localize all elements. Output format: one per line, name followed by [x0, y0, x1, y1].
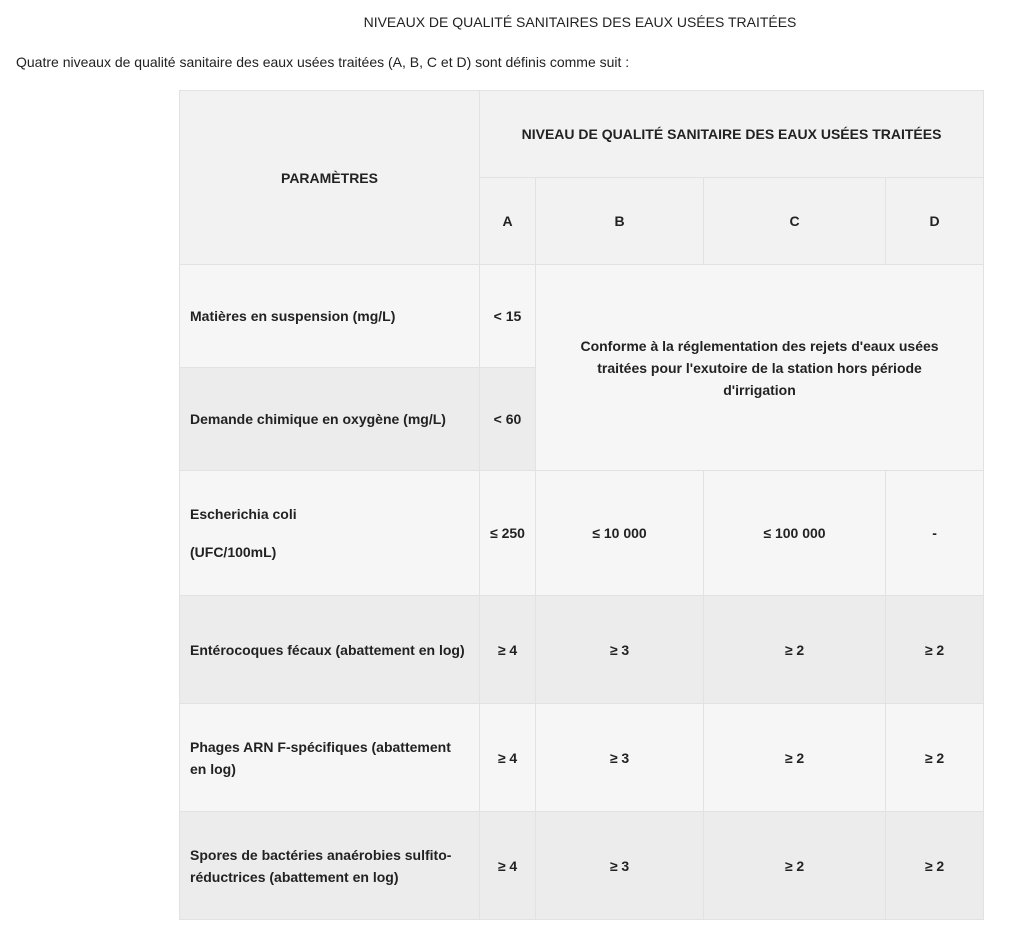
page-title: NIVEAUX DE QUALITÉ SANITAIRES DES EAUX USÉES TRAITÉES: [363, 14, 797, 30]
value-phages-a: ≥ 4: [480, 704, 536, 812]
value-entero-d: ≥ 2: [886, 596, 984, 704]
value-phages-d: ≥ 2: [886, 704, 984, 812]
value-spores-b: ≥ 3: [536, 812, 704, 920]
intro-text: Quatre niveaux de qualité sanitaire des eaux usées traitées (A, B, C et D) sont définis comme suit :: [16, 54, 630, 70]
param-ecoli-unit: (UFC/100mL): [190, 544, 277, 560]
value-ecoli-b: ≤ 10 000: [536, 471, 704, 596]
header-level-b: B: [536, 178, 704, 265]
value-ecoli-d: -: [886, 471, 984, 596]
value-dco-a: < 60: [480, 368, 536, 471]
value-phages-c: ≥ 2: [704, 704, 886, 812]
param-label-spores: Spores de bactéries anaérobies sulfito-réductrices (abattement en log): [180, 812, 480, 920]
table-row-phages: [180, 704, 984, 812]
value-entero-a: ≥ 4: [480, 596, 536, 704]
param-label-mes: Matières en suspension (mg/L): [180, 265, 480, 368]
value-ecoli-a: ≤ 250: [480, 471, 536, 596]
header-level-d: D: [886, 178, 984, 265]
header-parametres: PARAMÈTRES: [180, 91, 480, 265]
value-entero-b: ≥ 3: [536, 596, 704, 704]
table-row-spores: [180, 812, 984, 920]
value-mes-a: < 15: [480, 265, 536, 368]
merged-note-cell: Conforme à la réglementation des rejets d'eaux usées traitées pour l'exutoire de la station hors période d'irrigation: [536, 265, 984, 471]
quality-levels-table: [179, 90, 984, 920]
param-ecoli-name: Escherichia coli: [190, 506, 297, 522]
table-row-ecoli: [180, 471, 984, 596]
value-spores-a: ≥ 4: [480, 812, 536, 920]
header-level-a: A: [480, 178, 536, 265]
value-phages-b: ≥ 3: [536, 704, 704, 812]
value-spores-c: ≥ 2: [704, 812, 886, 920]
param-label-ecoli: [180, 471, 480, 596]
header-niveau-qualite: NIVEAU DE QUALITÉ SANITAIRE DES EAUX USÉES TRAITÉES: [480, 91, 984, 178]
table-row-entero: [180, 596, 984, 704]
value-spores-d: ≥ 2: [886, 812, 984, 920]
param-label-entero: Entérocoques fécaux (abattement en log): [180, 596, 480, 704]
value-entero-c: ≥ 2: [704, 596, 886, 704]
param-label-phages: Phages ARN F-spécifiques (abattement en log): [180, 704, 480, 812]
header-level-c: C: [704, 178, 886, 265]
value-ecoli-c: ≤ 100 000: [704, 471, 886, 596]
param-label-dco: Demande chimique en oxygène (mg/L): [180, 368, 480, 471]
table-row-mes: [180, 265, 984, 368]
